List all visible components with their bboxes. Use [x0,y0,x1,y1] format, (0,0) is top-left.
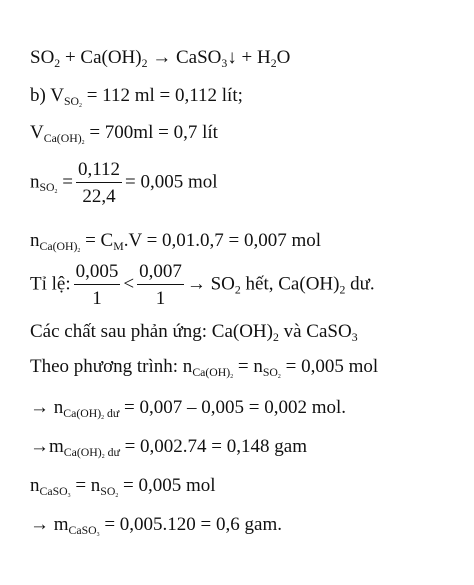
moles-caso3-line [30,475,216,500]
text: = [57,171,73,193]
subscript: M [113,240,124,254]
text: .V = 0,01.0,7 = 0,007 mol [123,230,322,251]
text: = 700ml = 0,7 lít [84,122,218,143]
text: m [49,436,64,457]
text: = 0,005.120 = 0,6 gam. [99,514,282,535]
text: = C [80,230,114,251]
text: ↓ + H [227,47,271,68]
text: → SO [186,273,235,295]
subscript: Ca(OH)2 [192,366,234,381]
text: = 112 ml = 0,112 lít; [81,85,243,106]
text: = 0,005 mol [125,171,218,193]
text: n [53,397,64,418]
reaction-equation [30,47,291,71]
text: = 0,002.74 = 0,148 gam [119,436,307,457]
text: SO [30,47,55,68]
text: hết, Ca(OH) [240,273,340,295]
text: = 0,007 – 0,005 = 0,002 mol. [119,397,347,418]
excess-moles-line [30,397,347,422]
fraction: $\frac{0,005}{1}$ [75,261,119,309]
text: Theo phương trình: n [30,356,193,377]
text: = n [70,475,101,496]
equation-moles-line [30,356,379,381]
text: dư. [345,273,375,295]
text: Tỉ lệ: [30,273,71,295]
text: = 0,005 mol [280,356,379,377]
fraction: $\frac{0,007}{1}$ [139,261,182,309]
text: n [30,475,40,496]
volume-caoh2-line [30,122,218,147]
subscript: 2 [141,57,148,71]
subscript: CaSO3 [39,485,71,500]
subscript: SO2 [39,181,58,196]
subscript: 3 [351,331,358,345]
text: Các chất sau phản ứng: Ca(OH) [30,321,273,342]
subscript: Ca(OH)2 [43,132,85,147]
text: → [30,514,54,535]
subscript: Ca(OH)2 dư [63,446,120,461]
subscript: Ca(OH)2 [39,240,81,255]
subscript: 2 [339,283,346,297]
products-line [30,321,358,345]
mass-caso3-line [30,514,282,539]
text: O [276,47,291,68]
fraction: $\frac{0,112}{22,4}$ [77,159,120,207]
volume-so2-line [30,85,243,110]
subscript: CaSO3 [68,524,100,539]
subscript: 2 [272,331,279,345]
text: n [30,230,40,251]
subscript: Ca(OH)2 dư [63,407,120,422]
subscript: 3 [221,57,228,71]
excess-mass-line [30,436,307,461]
text: = 0,005 mol [118,475,216,496]
text: → [30,397,54,418]
text: n [30,171,40,193]
ratio-line [30,262,375,308]
subscript: SO2 [262,366,281,381]
text: V [30,122,44,143]
text: → CaSO [147,47,222,68]
text: b) V [30,85,64,106]
subscript: 2 [234,283,241,297]
text: → [30,436,49,457]
subscript: SO2 [63,95,82,110]
moles-caoh2-line [30,230,322,255]
subscript: 2 [270,57,277,71]
subscript: 2 [54,57,61,71]
subscript: SO2 [100,485,119,500]
text: < [123,273,135,295]
text: và CaSO [278,321,352,342]
text: = n [233,356,263,377]
moles-so2-line [30,160,218,206]
text: + Ca(OH) [60,47,142,68]
text: m [53,514,69,535]
